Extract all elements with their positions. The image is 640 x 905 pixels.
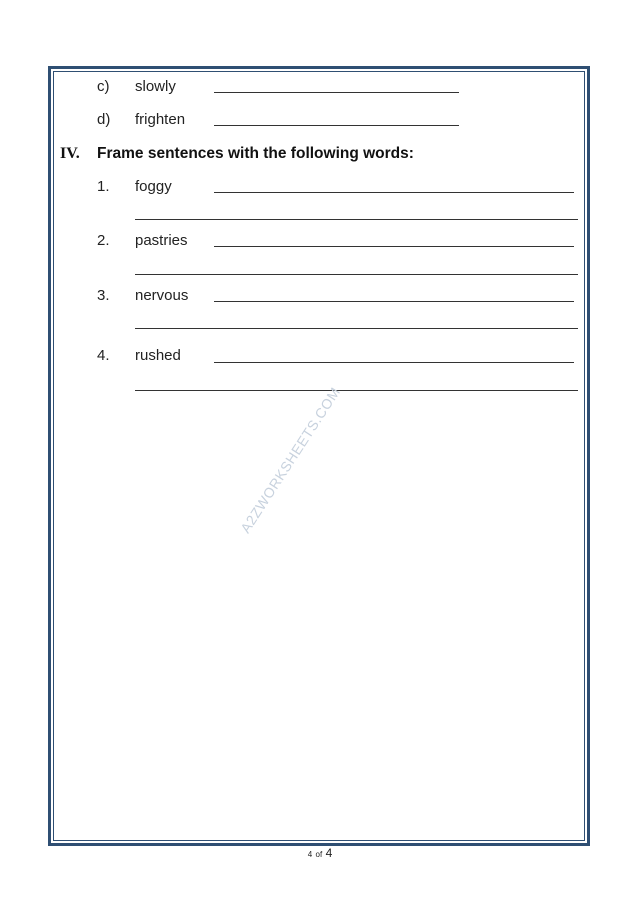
page-number bbox=[0, 846, 640, 860]
item-word: nervous bbox=[135, 287, 189, 304]
page-of-label: of bbox=[315, 850, 323, 859]
page-current: 4 bbox=[307, 850, 313, 859]
section-title: Frame sentences with the following words: bbox=[97, 145, 414, 162]
item-number: 3. bbox=[97, 287, 110, 304]
item-number: 2. bbox=[97, 232, 110, 249]
answer-line[interactable] bbox=[214, 125, 459, 126]
watermark: A2ZWORKSHEETS.COM bbox=[237, 384, 344, 536]
item-number: 1. bbox=[97, 178, 110, 195]
section-numeral: IV. bbox=[60, 145, 80, 162]
page-border-inner bbox=[53, 71, 585, 841]
item-word: rushed bbox=[135, 347, 181, 364]
item-word: foggy bbox=[135, 178, 172, 195]
answer-line[interactable] bbox=[135, 274, 578, 275]
answer-line[interactable] bbox=[135, 219, 578, 220]
answer-line[interactable] bbox=[214, 246, 574, 247]
answer-line[interactable] bbox=[135, 328, 578, 329]
answer-line[interactable] bbox=[135, 390, 578, 391]
item-letter: c) bbox=[97, 78, 110, 95]
answer-line[interactable] bbox=[214, 301, 574, 302]
item-word: slowly bbox=[135, 78, 176, 95]
item-word: pastries bbox=[135, 232, 188, 249]
answer-line[interactable] bbox=[214, 362, 574, 363]
answer-line[interactable] bbox=[214, 92, 459, 93]
answer-line[interactable] bbox=[214, 192, 574, 193]
item-letter: d) bbox=[97, 111, 111, 128]
page-total: 4 bbox=[325, 846, 333, 860]
item-word: frighten bbox=[135, 111, 186, 128]
item-number: 4. bbox=[97, 347, 110, 364]
